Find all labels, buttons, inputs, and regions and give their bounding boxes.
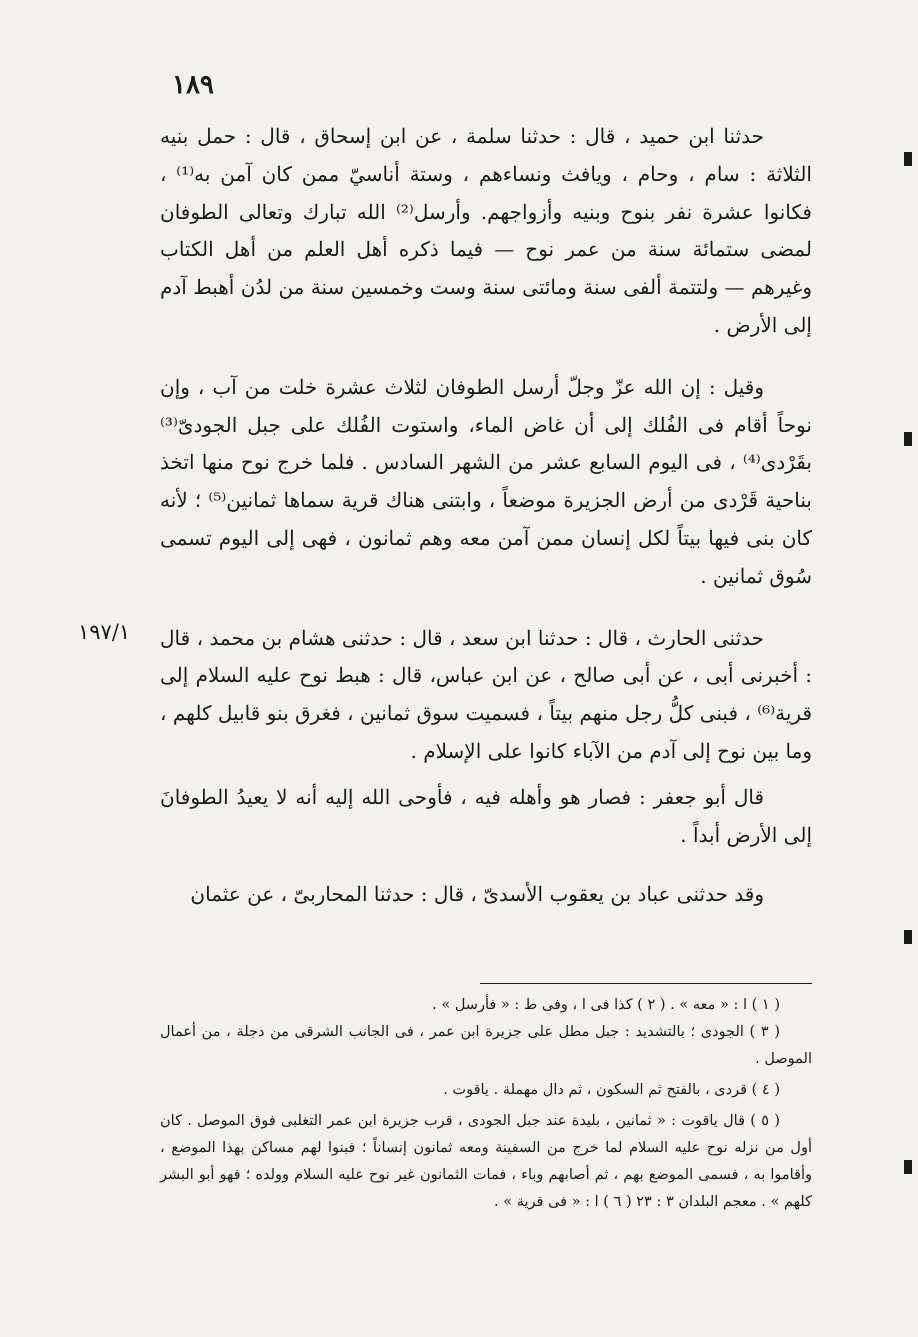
main-text	[160, 118, 812, 914]
paragraph-4: قال أبو جعفر : فصار هو وأهله فيه ، فأوحى الله إليه أنه لا يعيدُ الطوفانَ إلى الأرض أبداً .	[160, 784, 812, 847]
edge-tab-mark	[904, 930, 912, 944]
margin-volume-reference: ١٩٧/١	[78, 620, 131, 644]
paragraph-1: حدثنا ابن حميد ، قال : حدثنا سلمة ، عن ابن إسحاق ، قال : حمل بنيه الثلاثة : سام ، وحام ، ويافث ونساءهم ، وستة أناسيّ ممن كان آمن به⁽¹⁾ ، فكانوا عشرة نفر بنوح وبنيه وأزواجهم. وأرسل⁽²⁾ الله تبارك وتعالى الطوفان لمضى ستمائة سنة من عمر نوح — فيما ذكره أهل العلم من أهل الكتاب وغيرهم — ولتتمة ألفى سنة ومائتى سنة وست وخمسين سنة من لدُن أهبط آدم إلى الأرض .	[160, 124, 812, 337]
footnote-1-2: ( ١ ) ا : « معه » . ( ٢ ) كذا فى ا ، وفى ط : « فأرسل » .	[432, 997, 780, 1013]
footnote-5-6: ( ٥ ) قال ياقوت : « ثمانين ، بليدة عند جبل الجودى ، قرب جزيرة ابن عمر التغلبى فوق الموصل . كان أول من نزله نوح عليه السلام لما خرج من السفينة ومعه ثمانون إنساناً ؛ فبنوا لهم مساكن بهذا الموضع ، وأقاموا به ، فسمى الموضع بهم ، ثم أصابهم وباء ، فمات الثمانون غير نوح عليه السلام وولده ؛ فهو أبو البشر كلهم » . معجم البلدان ٣ : ٢٣ ( ٦ ) ا : « فى قرية » .	[160, 1113, 812, 1210]
paragraph-5: وقد حدثنى عباد بن يعقوب الأسدىّ ، قال : حدثنا المحاربىّ ، عن عثمان	[190, 882, 764, 907]
edge-tab-mark	[904, 1160, 912, 1174]
footnote-3: ( ٣ ) الجودى ؛ بالتشديد : جبل مطل على جزيرة ابن عمر ، فى الجانب الشرقى من دجلة ، من أعمال الموصل .	[160, 1024, 812, 1067]
edge-tab-mark	[904, 432, 912, 446]
page-number: ١٨٩	[172, 70, 214, 100]
footnotes	[160, 992, 812, 1216]
paragraph-3: حدثنى الحارث ، قال : حدثنا ابن سعد ، قال : حدثنى هشام بن محمد ، قال : أخبرنى أبى ، عن أبى صالح ، عن ابن عباس، قال : هبط نوح عليه السلام إلى قرية⁽⁶⁾ ، فبنى كلُّ رجل منهم بيتاً ، فسميت سوق ثمانين ، فغرق بنو قابيل كلهم ، وما بين نوح إلى آدم من الآباء كانوا على الإسلام .	[160, 625, 813, 763]
edge-tab-mark	[904, 152, 912, 166]
paragraph-2: وقيل : إن الله عزّ وجلّ أرسل الطوفان لثلاث عشرة خلت من آب ، وإن نوحاً أقام فى الفُلك إلى أن غاض الماء، واستوت الفُلك على جبل الجودىّ⁽³⁾ بقَرْدى⁽⁴⁾ ، فى اليوم السابع عشر من الشهر السادس . فلما خرج نوح منها اتخذ بناحية قَرْدى من أرض الجزيرة موضعاً ، وابتنى هناك قرية سماها ثمانين⁽⁵⁾ ؛ لأنه كان بنى فيها بيتاً لكل إنسان ممن آمن معه وهم ثمانون ، فهى إلى اليوم تسمى سُوق ثمانين .	[160, 374, 812, 588]
footnote-divider	[480, 983, 812, 984]
footnote-4: ( ٤ ) قردى ، بالفتح ثم السكون ، ثم دال مهملة . ياقوت .	[443, 1082, 780, 1098]
